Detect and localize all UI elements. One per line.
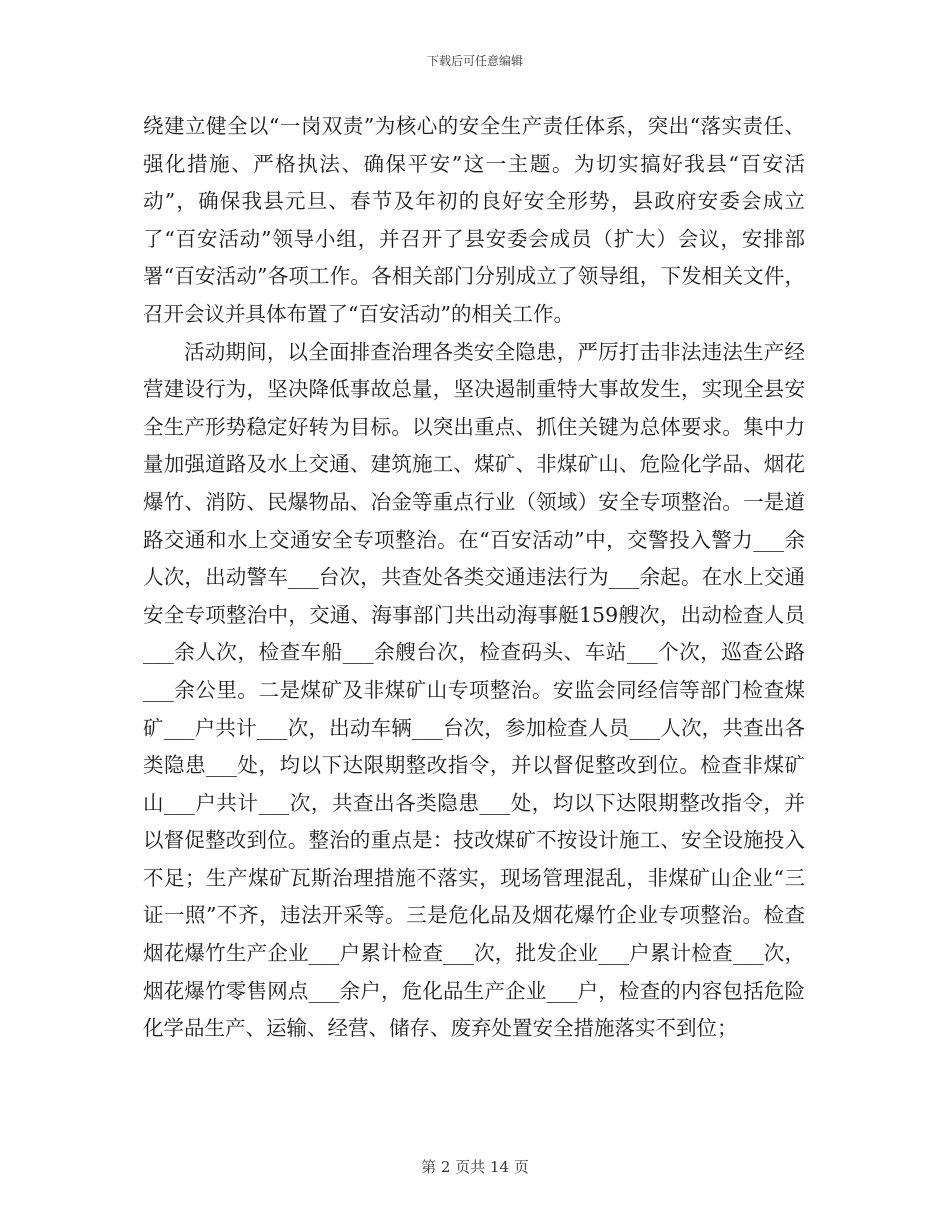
paragraph-2: 活动期间，以全面排查治理各类安全隐患，严厉打击非法违法生产经营建设行为，坚决降低事故总量，坚决遏制重特大事故发生，实现全县安全生产形势稳定好转为目标。以突出重点、抓住关键为总体要求。集中力量加强道路及水上交通、建筑施工、煤矿、非煤矿山、危险化学品、烟花爆竹、消防、民爆物品、冶金等重点行业（领域）安全专项整治。一是道路交通和水上交通安全专项整治。在“百安活动”中，交警投入警力___余人次，出动警车___台次，共查处各类交通违法行为___余起。在水上交通安全专项整治中，交通、海事部门共出动海事艇159艘次，出动检查人员___余人次，检查车船___余艘台次，检查码头、车站___个次，巡查公路___余公里。二是煤矿及非煤矿山专项整治。安监会同经信等部门检查煤矿___户共计___次，出动车辆___台次，参加检查人员___人次，共查出各类隐患___处，均以下达限期整改指令，并以督促整改到位。检查非煤矿山___户共计___次，共查出各类隐患___处，均以下达限期整改指令，并以督促整改到位。整治的重点是：技改煤矿不按设计施工、安全设施投入不足；生产煤矿瓦斯治理措施不落实，现场管理混乱，非煤矿山企业“三证一照”不齐，违法开采等。三是危化品及烟花爆竹企业专项整治。检查烟花爆竹生产企业___户累计检查___次，批发企业___户累计检查___次，烟花爆竹零售网点___余户，危化品生产企业___户，检查的内容包括危险化学品生产、运输、经营、储存、废弃处置安全措施落实不到位； xyxy=(143,339,805,1041)
page-number: 第 2 页共 14 页 xyxy=(421,1158,529,1176)
page-header: 下载后可任意编辑 xyxy=(426,54,523,68)
document-body xyxy=(143,108,805,1048)
paragraph-1: 绕建立健全以“一岗双责”为核心的安全生产责任体系，突出“落实责任、强化措施、严格执法、确保平安”这一主题。为切实搞好我县“百安活动”，确保我县元旦、春节及年初的良好安全形势，县政府安委会成立了“百安活动”领导小组，并召开了县安委会成员（扩大）会议，安排部署“百安活动”各项工作。各相关部门分别成立了领导组，下发相关文件，召开会议并具体布置了“百安活动”的相关工作。 xyxy=(143,114,805,326)
